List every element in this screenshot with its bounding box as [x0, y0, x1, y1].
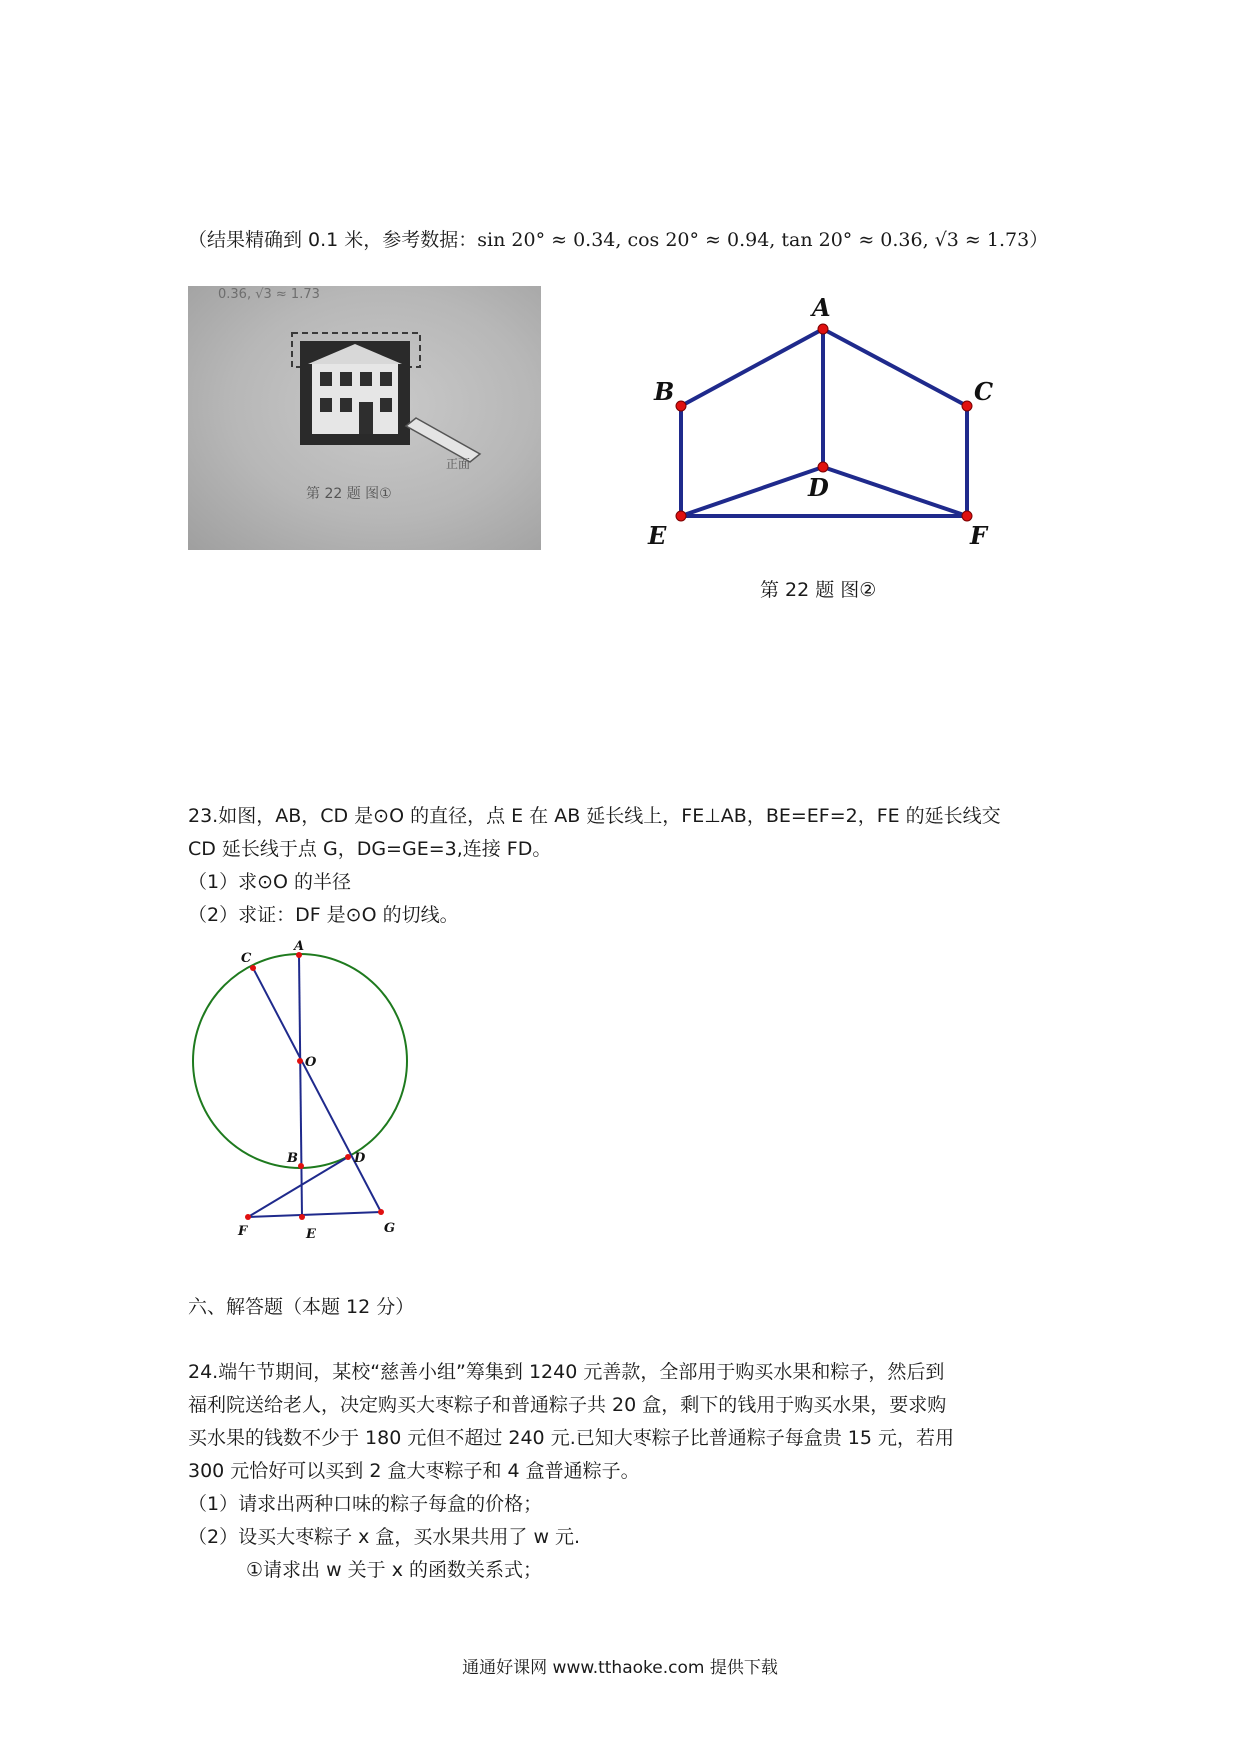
q24-line-4: 300 元恰好可以买到 2 盒大枣粽子和 4 盒普通粽子。 — [188, 1460, 640, 1482]
label-f: F — [970, 521, 988, 550]
point-a — [818, 324, 828, 334]
figure-22-2-caption: 第 22 题 图② — [760, 579, 877, 601]
q24-part-2a: ①请求出 w 关于 x 的函数关系式； — [246, 1559, 542, 1581]
precision-note — [188, 228, 1048, 252]
label-a: A — [812, 293, 831, 322]
q24-part-1: （1）请求出两种口味的粽子每盒的价格； — [188, 1493, 543, 1515]
section-6-heading: 六、解答题（本题 12 分） — [188, 1296, 415, 1318]
label-d: D — [354, 1151, 366, 1166]
figure-23-lines — [248, 955, 381, 1217]
point-g — [378, 1209, 384, 1215]
q23-line-1: 23.如图，AB，CD 是⊙O 的直径，点 E 在 AB 延长线上，FE⊥AB，BE=EF=2，FE 的延长线交 — [188, 805, 1001, 827]
q23-part-2: （2）求证：DF 是⊙O 的切线。 — [188, 904, 459, 926]
q24-line-3: 买水果的钱数不少于 180 元但不超过 240 元.已知大枣粽子比普通粽子每盒贵 15 元，若用 — [188, 1427, 954, 1449]
label-o: O — [305, 1055, 317, 1070]
label-g: G — [384, 1221, 396, 1236]
point-d — [818, 462, 828, 472]
front-arrow-label: 正面 — [446, 457, 471, 471]
figure-22-2 — [640, 286, 1010, 556]
q24-line-2: 福利院送给老人，决定购买大枣粽子和普通粽子共 20 盒，剩下的钱用于购买水果，要求购 — [188, 1394, 947, 1416]
point-b — [298, 1163, 304, 1169]
point-f — [245, 1214, 251, 1220]
point-e — [676, 511, 686, 521]
q23-line-2: CD 延长线于点 G，DG=GE=3,连接 FD。 — [188, 838, 552, 860]
label-b: B — [287, 1151, 298, 1166]
reference-formula: sin 20° ≈ 0.34, cos 20° ≈ 0.94, tan 20° ≈ 0.36, √3 ≈ 1.73 — [477, 229, 1030, 251]
precision-note-close: ） — [1029, 229, 1049, 251]
label-e: E — [648, 521, 667, 550]
label-a: A — [294, 940, 305, 954]
precision-note-text: （结果精确到 0.1 米，参考数据： — [188, 229, 478, 251]
front-arrow — [406, 418, 480, 462]
label-f: F — [238, 1224, 248, 1239]
label-d: D — [808, 473, 829, 502]
point-e — [299, 1214, 305, 1220]
q24-line-1: 24.端午节期间，某校“慈善小组”筹集到 1240 元善款，全部用于购买水果和粽子，然后到 — [188, 1361, 945, 1383]
page-footer: 通通好课网 www.tthaoke.com 提供下载 — [462, 1658, 778, 1678]
label-c: C — [241, 951, 252, 966]
point-o — [297, 1058, 303, 1064]
point-b — [676, 401, 686, 411]
point-d — [345, 1154, 351, 1160]
photo-caption: 第 22 题 图① — [306, 486, 392, 502]
label-c: C — [974, 377, 994, 406]
label-b: B — [654, 377, 675, 406]
figure-23 — [188, 940, 428, 1250]
q24-part-2: （2）设买大枣粽子 x 盒，买水果共用了 w 元. — [188, 1526, 581, 1548]
point-c — [962, 401, 972, 411]
house-photo — [188, 286, 541, 550]
q23-part-1: （1）求⊙O 的半径 — [188, 871, 352, 893]
point-f — [962, 511, 972, 521]
photo-top-text: 0.36, √3 ≈ 1.73 — [218, 287, 320, 302]
label-e: E — [306, 1227, 316, 1242]
